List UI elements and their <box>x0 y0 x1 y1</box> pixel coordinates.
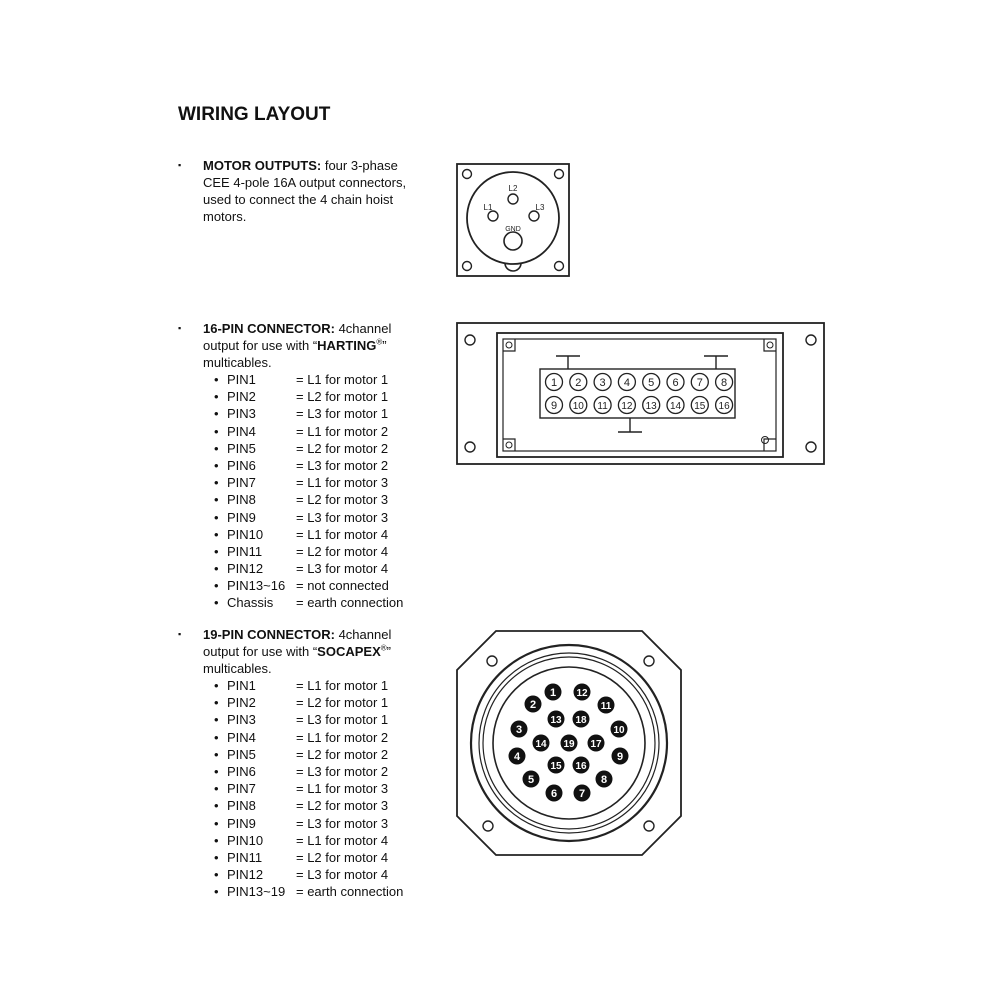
harting-pin-label: 13 <box>645 401 657 412</box>
pin-name: PIN1 <box>227 678 256 693</box>
socapex-pin-label: 3 <box>515 724 523 736</box>
harting-pin <box>691 397 708 414</box>
socapex-pin-label: 14 <box>535 739 547 750</box>
harting-pin-label: 3 <box>599 377 606 389</box>
harting-pin <box>716 374 733 391</box>
socapex-pin <box>509 748 526 765</box>
pin-name: PIN12 <box>227 561 264 577</box>
harting-connector-diagram <box>456 322 826 466</box>
pin-name: PIN1 <box>227 372 256 387</box>
motor-outputs-line-4: motors. <box>203 209 247 224</box>
mount-hole-icon <box>483 821 493 831</box>
pin-description: = L3 for motor 4 <box>296 561 389 577</box>
bullet-dot-icon: • <box>214 526 219 542</box>
mount-hole-icon <box>555 170 564 179</box>
pin-description: = L2 for motor 1 <box>296 695 389 711</box>
socapex-pin-label: 18 <box>575 715 587 726</box>
bullet-dot-icon: • <box>214 475 219 491</box>
pin-name: PIN4 <box>227 423 256 439</box>
mount-hole-icon <box>465 335 475 345</box>
pin19-section <box>178 626 403 900</box>
bullet-dot-icon: • <box>214 867 219 883</box>
pin-name: PIN13~16 <box>227 578 286 594</box>
pin-description: = L2 for motor 3 <box>296 492 389 508</box>
pin-description: = L1 for motor 3 <box>296 475 389 491</box>
pin-list-item <box>214 832 403 849</box>
harting-pin-label: 11 <box>597 401 608 412</box>
pin-list-item <box>214 491 403 508</box>
bullet-dot-icon: • <box>214 561 219 577</box>
pin-list-item <box>214 405 403 422</box>
pin-name: PIN9 <box>227 509 256 525</box>
socapex-pin <box>533 735 550 752</box>
harting-pin <box>618 397 635 414</box>
pin-name: PIN3 <box>227 712 256 728</box>
pin-list-item <box>214 577 403 594</box>
pin-list-item <box>214 729 403 746</box>
harting-pin-label: 16 <box>718 401 730 412</box>
bullet-dot-icon: • <box>214 781 219 797</box>
harting-pin-label: 6 <box>672 377 679 389</box>
harting-pin-label: 7 <box>696 377 703 389</box>
socapex-pin-label: 11 <box>600 701 612 712</box>
harting-pin-label: 9 <box>550 400 558 412</box>
harting-pin <box>594 374 611 391</box>
pin-list-item <box>214 440 403 457</box>
bullet-dot-icon: • <box>214 492 219 508</box>
harting-pin <box>570 374 587 391</box>
pin-description: = L3 for motor 1 <box>296 406 389 422</box>
motor-outputs-section <box>178 157 406 225</box>
bullet-dot-icon: • <box>214 832 219 848</box>
harting-pin <box>594 397 611 414</box>
pin-list-item <box>214 677 403 694</box>
socapex-pin <box>611 721 628 738</box>
pin-list-item <box>214 526 403 543</box>
harting-pin <box>667 397 684 414</box>
pin-description: = L1 for motor 4 <box>296 832 389 848</box>
pin-name: PIN11 <box>227 543 263 559</box>
motor-outputs-line-1: four 3-phase <box>324 158 398 173</box>
pin-name: PIN10 <box>227 832 264 848</box>
socapex-pin-label: 9 <box>616 751 624 763</box>
pin-name: PIN5 <box>227 440 256 456</box>
socapex-pin <box>598 697 615 714</box>
harting-pin <box>691 374 708 391</box>
pin-list-item <box>214 509 403 526</box>
pin16-title: 16-PIN CONNECTOR: <box>203 321 335 336</box>
cee-connector-housing <box>457 164 569 276</box>
motor-outputs-line-3: used to connect the 4 chain hoist <box>203 192 394 207</box>
pin-name: PIN5 <box>227 746 256 762</box>
pin-list-item <box>214 423 403 440</box>
pin-name: PIN2 <box>227 389 256 405</box>
bullet-dot-icon: • <box>214 798 219 814</box>
harting-pin <box>667 374 684 391</box>
socapex-pin <box>573 711 590 728</box>
pin-description: = not connected <box>296 578 389 594</box>
pin-description: = L2 for motor 2 <box>296 440 389 456</box>
pin16-list <box>178 371 403 612</box>
pin16-brand: HARTING <box>317 338 377 353</box>
harting-pin-label: 8 <box>721 377 728 389</box>
pin-description: = earth connection <box>296 884 404 900</box>
pin-description: = L3 for motor 4 <box>296 867 389 883</box>
harting-pin <box>716 397 733 414</box>
screw-icon <box>762 437 769 444</box>
bullet-dot-icon: • <box>214 849 219 865</box>
socapex-pin <box>546 785 563 802</box>
pin-description: = L3 for motor 2 <box>296 763 389 779</box>
socapex-pin-label: 19 <box>563 739 575 750</box>
socapex-pin-label: 7 <box>578 788 586 800</box>
registered-mark: ® <box>376 337 383 347</box>
bullet-dot-icon: • <box>214 815 219 831</box>
socapex-pin-label: 13 <box>550 715 562 726</box>
socapex-pin <box>574 785 591 802</box>
cee-pin-gnd <box>504 232 522 250</box>
pin-list-item <box>214 763 403 780</box>
mount-hole-icon <box>806 335 816 345</box>
pin16-section <box>178 320 403 612</box>
pin-name: PIN11 <box>227 849 263 865</box>
pin-list-item <box>214 560 403 577</box>
bullet-dot-icon: • <box>214 406 219 422</box>
bullet-square-icon: ▪ <box>178 629 182 639</box>
socapex-pin-label: 6 <box>550 788 558 800</box>
bullet-dot-icon: • <box>214 763 219 779</box>
pin-list-item <box>214 815 403 832</box>
pin-description: = L3 for motor 3 <box>296 815 389 831</box>
harting-pin-label: 4 <box>623 377 630 389</box>
pin19-list <box>178 677 403 900</box>
pin-list-item <box>214 543 403 560</box>
socapex-pin-label: 16 <box>575 761 587 772</box>
pin-list-item <box>214 388 403 405</box>
pin-name: PIN9 <box>227 815 256 831</box>
socapex-pin-label: 15 <box>550 761 562 772</box>
pin16-line-2: output for use with “ <box>203 338 318 353</box>
pin-name: PIN13~19 <box>227 884 286 900</box>
cee-pin-l1 <box>488 211 498 221</box>
pin-description: = L3 for motor 1 <box>296 712 389 728</box>
pin-name: PIN2 <box>227 695 256 711</box>
bullet-dot-icon: • <box>214 509 219 525</box>
pin19-line-3: multicables. <box>203 661 272 676</box>
pin-list-item <box>214 866 403 883</box>
pin-list-item <box>214 849 403 866</box>
mount-hole-icon <box>463 170 472 179</box>
socapex-pin <box>548 757 565 774</box>
mount-hole-icon <box>555 262 564 271</box>
screw-icon <box>506 442 512 448</box>
pin-description: = L1 for motor 4 <box>296 526 389 542</box>
bullet-dot-icon: • <box>214 423 219 439</box>
pin-description: = L1 for motor 1 <box>296 678 389 693</box>
bullet-dot-icon: • <box>214 712 219 728</box>
pin-description: = L1 for motor 3 <box>296 781 389 797</box>
socapex-pin <box>525 696 542 713</box>
bullet-square-icon: ▪ <box>178 160 182 170</box>
cee-pin-l3 <box>529 211 539 221</box>
pin16-quote-close: ” <box>382 338 387 353</box>
cee-label-l3: L3 <box>535 203 545 212</box>
pin19-line-1: 4channel <box>338 627 392 642</box>
pin-list-item <box>214 594 403 611</box>
socapex-pin-label: 12 <box>576 688 588 699</box>
mount-hole-icon <box>644 821 654 831</box>
pin-name: PIN4 <box>227 729 256 745</box>
pin16-text <box>203 320 391 371</box>
pin-name: PIN7 <box>227 781 256 797</box>
bullet-dot-icon: • <box>214 578 219 594</box>
pin-description: = L1 for motor 1 <box>296 372 389 387</box>
motor-outputs-text <box>203 157 406 225</box>
pin-description: = L2 for motor 4 <box>296 849 389 865</box>
pin-name: PIN6 <box>227 763 256 779</box>
harting-pin-label: 1 <box>550 377 558 389</box>
pin-name: PIN6 <box>227 457 256 473</box>
harting-pin-label: 12 <box>621 401 633 412</box>
cee-label-l1: L1 <box>483 203 493 212</box>
socapex-pin-label: 1 <box>549 687 557 699</box>
harting-pin-label: 2 <box>575 377 582 389</box>
pin16-line-1: 4channel <box>338 321 392 336</box>
socapex-pin-group <box>509 684 629 802</box>
socapex-connector-diagram <box>456 630 682 856</box>
page-title: WIRING LAYOUT <box>178 104 331 125</box>
pin16-line-3: multicables. <box>203 355 272 370</box>
bullet-dot-icon: • <box>214 695 219 711</box>
harting-pin <box>546 397 563 414</box>
pin-description: = L2 for motor 2 <box>296 746 389 762</box>
pin-description: = L1 for motor 2 <box>296 423 389 439</box>
socapex-pin <box>511 721 528 738</box>
pin-name: PIN7 <box>227 475 256 491</box>
pin-name: PIN8 <box>227 798 256 814</box>
cee-pin-l2 <box>508 194 518 204</box>
pin-name: PIN8 <box>227 492 256 508</box>
pin-list-item <box>214 797 403 814</box>
pin19-brand: SOCAPEX <box>317 644 381 659</box>
pin-description: = L2 for motor 3 <box>296 798 389 814</box>
registered-mark: ® <box>380 643 387 653</box>
socapex-pin <box>548 711 565 728</box>
mount-hole-icon <box>644 656 654 666</box>
harting-pin <box>546 374 563 391</box>
pin-description: = earth connection <box>296 595 404 611</box>
mount-hole-icon <box>465 442 475 452</box>
socapex-pin <box>612 748 629 765</box>
bullet-dot-icon: • <box>214 389 219 405</box>
bullet-dot-icon: • <box>214 372 219 387</box>
pin-description: = L3 for motor 2 <box>296 457 389 473</box>
bullet-dot-icon: • <box>214 595 219 611</box>
screw-icon <box>767 342 773 348</box>
mount-hole-icon <box>806 442 816 452</box>
bullet-dot-icon: • <box>214 729 219 745</box>
cee-connector-diagram <box>456 163 570 277</box>
cee-label-gnd: GND <box>505 226 521 233</box>
motor-outputs-line-2: CEE 4-pole 16A output connectors, <box>203 175 407 190</box>
socapex-pin <box>573 757 590 774</box>
pin-description: = L2 for motor 1 <box>296 389 389 405</box>
harting-pin-group <box>546 374 733 414</box>
harting-pin <box>643 397 660 414</box>
pin-list-item <box>214 780 403 797</box>
socapex-pin-label: 17 <box>590 739 602 750</box>
socapex-pin <box>596 771 613 788</box>
socapex-pin-label: 10 <box>613 725 625 736</box>
pin19-title: 19-PIN CONNECTOR: <box>203 627 335 642</box>
pin-list-item <box>214 694 403 711</box>
pin-name: PIN10 <box>227 526 264 542</box>
pin19-line-2: output for use with “ <box>203 644 318 659</box>
harting-pin-label: 10 <box>572 401 584 412</box>
cee-label-l2: L2 <box>508 184 518 193</box>
harting-pin <box>643 374 660 391</box>
harting-pin-label: 14 <box>669 401 682 412</box>
socapex-pin-label: 4 <box>513 751 521 763</box>
bullet-dot-icon: • <box>214 884 219 900</box>
motor-outputs-title: MOTOR OUTPUTS: <box>203 158 322 173</box>
socapex-pin <box>588 735 605 752</box>
pin-name: Chassis <box>227 595 274 611</box>
bullet-square-icon: ▪ <box>178 323 182 333</box>
pin19-quote-close: ” <box>386 644 391 659</box>
socapex-pin-label: 5 <box>527 774 535 786</box>
pin-list-item <box>214 371 403 388</box>
harting-pin-label: 5 <box>648 377 655 389</box>
bullet-dot-icon: • <box>214 457 219 473</box>
pin-description: = L1 for motor 2 <box>296 729 389 745</box>
bullet-dot-icon: • <box>214 746 219 762</box>
harting-pin <box>618 374 635 391</box>
pin-list-item <box>214 883 403 900</box>
harting-pin <box>570 397 587 414</box>
pin-list-item <box>214 711 403 728</box>
pin-list-item <box>214 746 403 763</box>
socapex-pin <box>561 735 578 752</box>
screw-icon <box>506 342 512 348</box>
pin-description: = L3 for motor 3 <box>296 509 389 525</box>
socapex-pin <box>545 684 562 701</box>
pin-list-item <box>214 474 403 491</box>
socapex-pin-label: 8 <box>600 774 608 786</box>
mount-hole-icon <box>463 262 472 271</box>
socapex-pin-label: 2 <box>529 699 537 711</box>
socapex-pin <box>523 771 540 788</box>
bullet-dot-icon: • <box>214 440 219 456</box>
bullet-dot-icon: • <box>214 543 219 559</box>
pin-name: PIN12 <box>227 867 264 883</box>
pin-description: = L2 for motor 4 <box>296 543 389 559</box>
pin19-text <box>203 626 391 677</box>
harting-pin-label: 15 <box>694 401 706 412</box>
pin-name: PIN3 <box>227 406 256 422</box>
bullet-dot-icon: • <box>214 678 219 693</box>
socapex-pin <box>574 684 591 701</box>
pin-list-item <box>214 457 403 474</box>
mount-hole-icon <box>487 656 497 666</box>
